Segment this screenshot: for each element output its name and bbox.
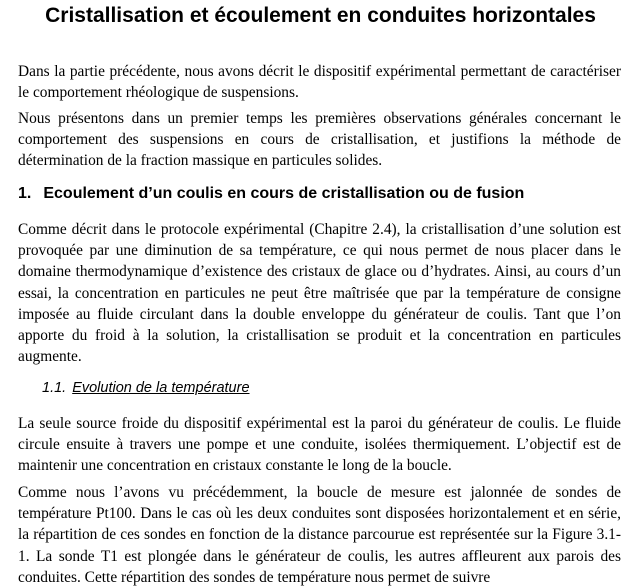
intro-paragraph-2: Nous présentons dans un premier temps les premières observations générales concernant le comportement des suspensions en cours de cristallisation, et justifions la méthode de détermination de la fraction massique en particules solides.	[18, 110, 621, 170]
subsection-1-1-title: Evolution de la température	[72, 380, 250, 396]
subsection-1-1-paragraph-2: Comme nous l’avons vu précédemment, la boucle de mesure est jalonnée de sondes de température Pt100. Dans le cas où les deux conduites sont disposées horizontalement et en série, la répartition de ces sondes en fonction de la distance parcourue est représentée sur la Figure 3.1-1. La sonde T1 est plongée dans le générateur de coulis, les autres affleurent aux parois des conduites. Cette répartition des sondes de température nous permet de suivre	[18, 484, 621, 586]
section-1-paragraph: Comme décrit dans le protocole expérimental (Chapitre 2.4), la cristallisation d’une solution est provoquée par une diminution de sa température, ce qui nous permet de nous placer dans le domaine thermodynamique d’existence des cristaux de glace ou d’hydrates. Ainsi, au cours d’un essai, la concentration en particules ne peut être maîtrisée que par la température de consigne imposée au fluide circulant dans la double enveloppe du générateur de coulis. Tant que l’on apporte du froid à la solution, la cristallisation se produit et la concentration en particules augmente.	[18, 221, 621, 366]
subsection-1-1-paragraph-1: La seule source froide du dispositif expérimental est la paroi du générateur de coulis. Le fluide circule ensuite à travers une pompe et une conduite, isolées thermiquement. L’objectif est de maintenir une concentration en cristaux constante le long de la boucle.	[18, 415, 621, 475]
subsection-1-1-heading	[42, 378, 250, 398]
section-1-number: 1.	[18, 185, 32, 202]
section-1-title: Ecoulement d’un coulis en cours de cristallisation ou de fusion	[43, 185, 525, 202]
section-1-heading	[18, 183, 628, 205]
subsection-1-1-number: 1.1.	[42, 380, 67, 396]
intro-paragraph-1: Dans la partie précédente, nous avons décrit le dispositif expérimental permettant de caractériser le comportement rhéologique de suspensions.	[18, 63, 621, 102]
page-title: Cristallisation et écoulement en conduites horizontales	[45, 4, 596, 27]
